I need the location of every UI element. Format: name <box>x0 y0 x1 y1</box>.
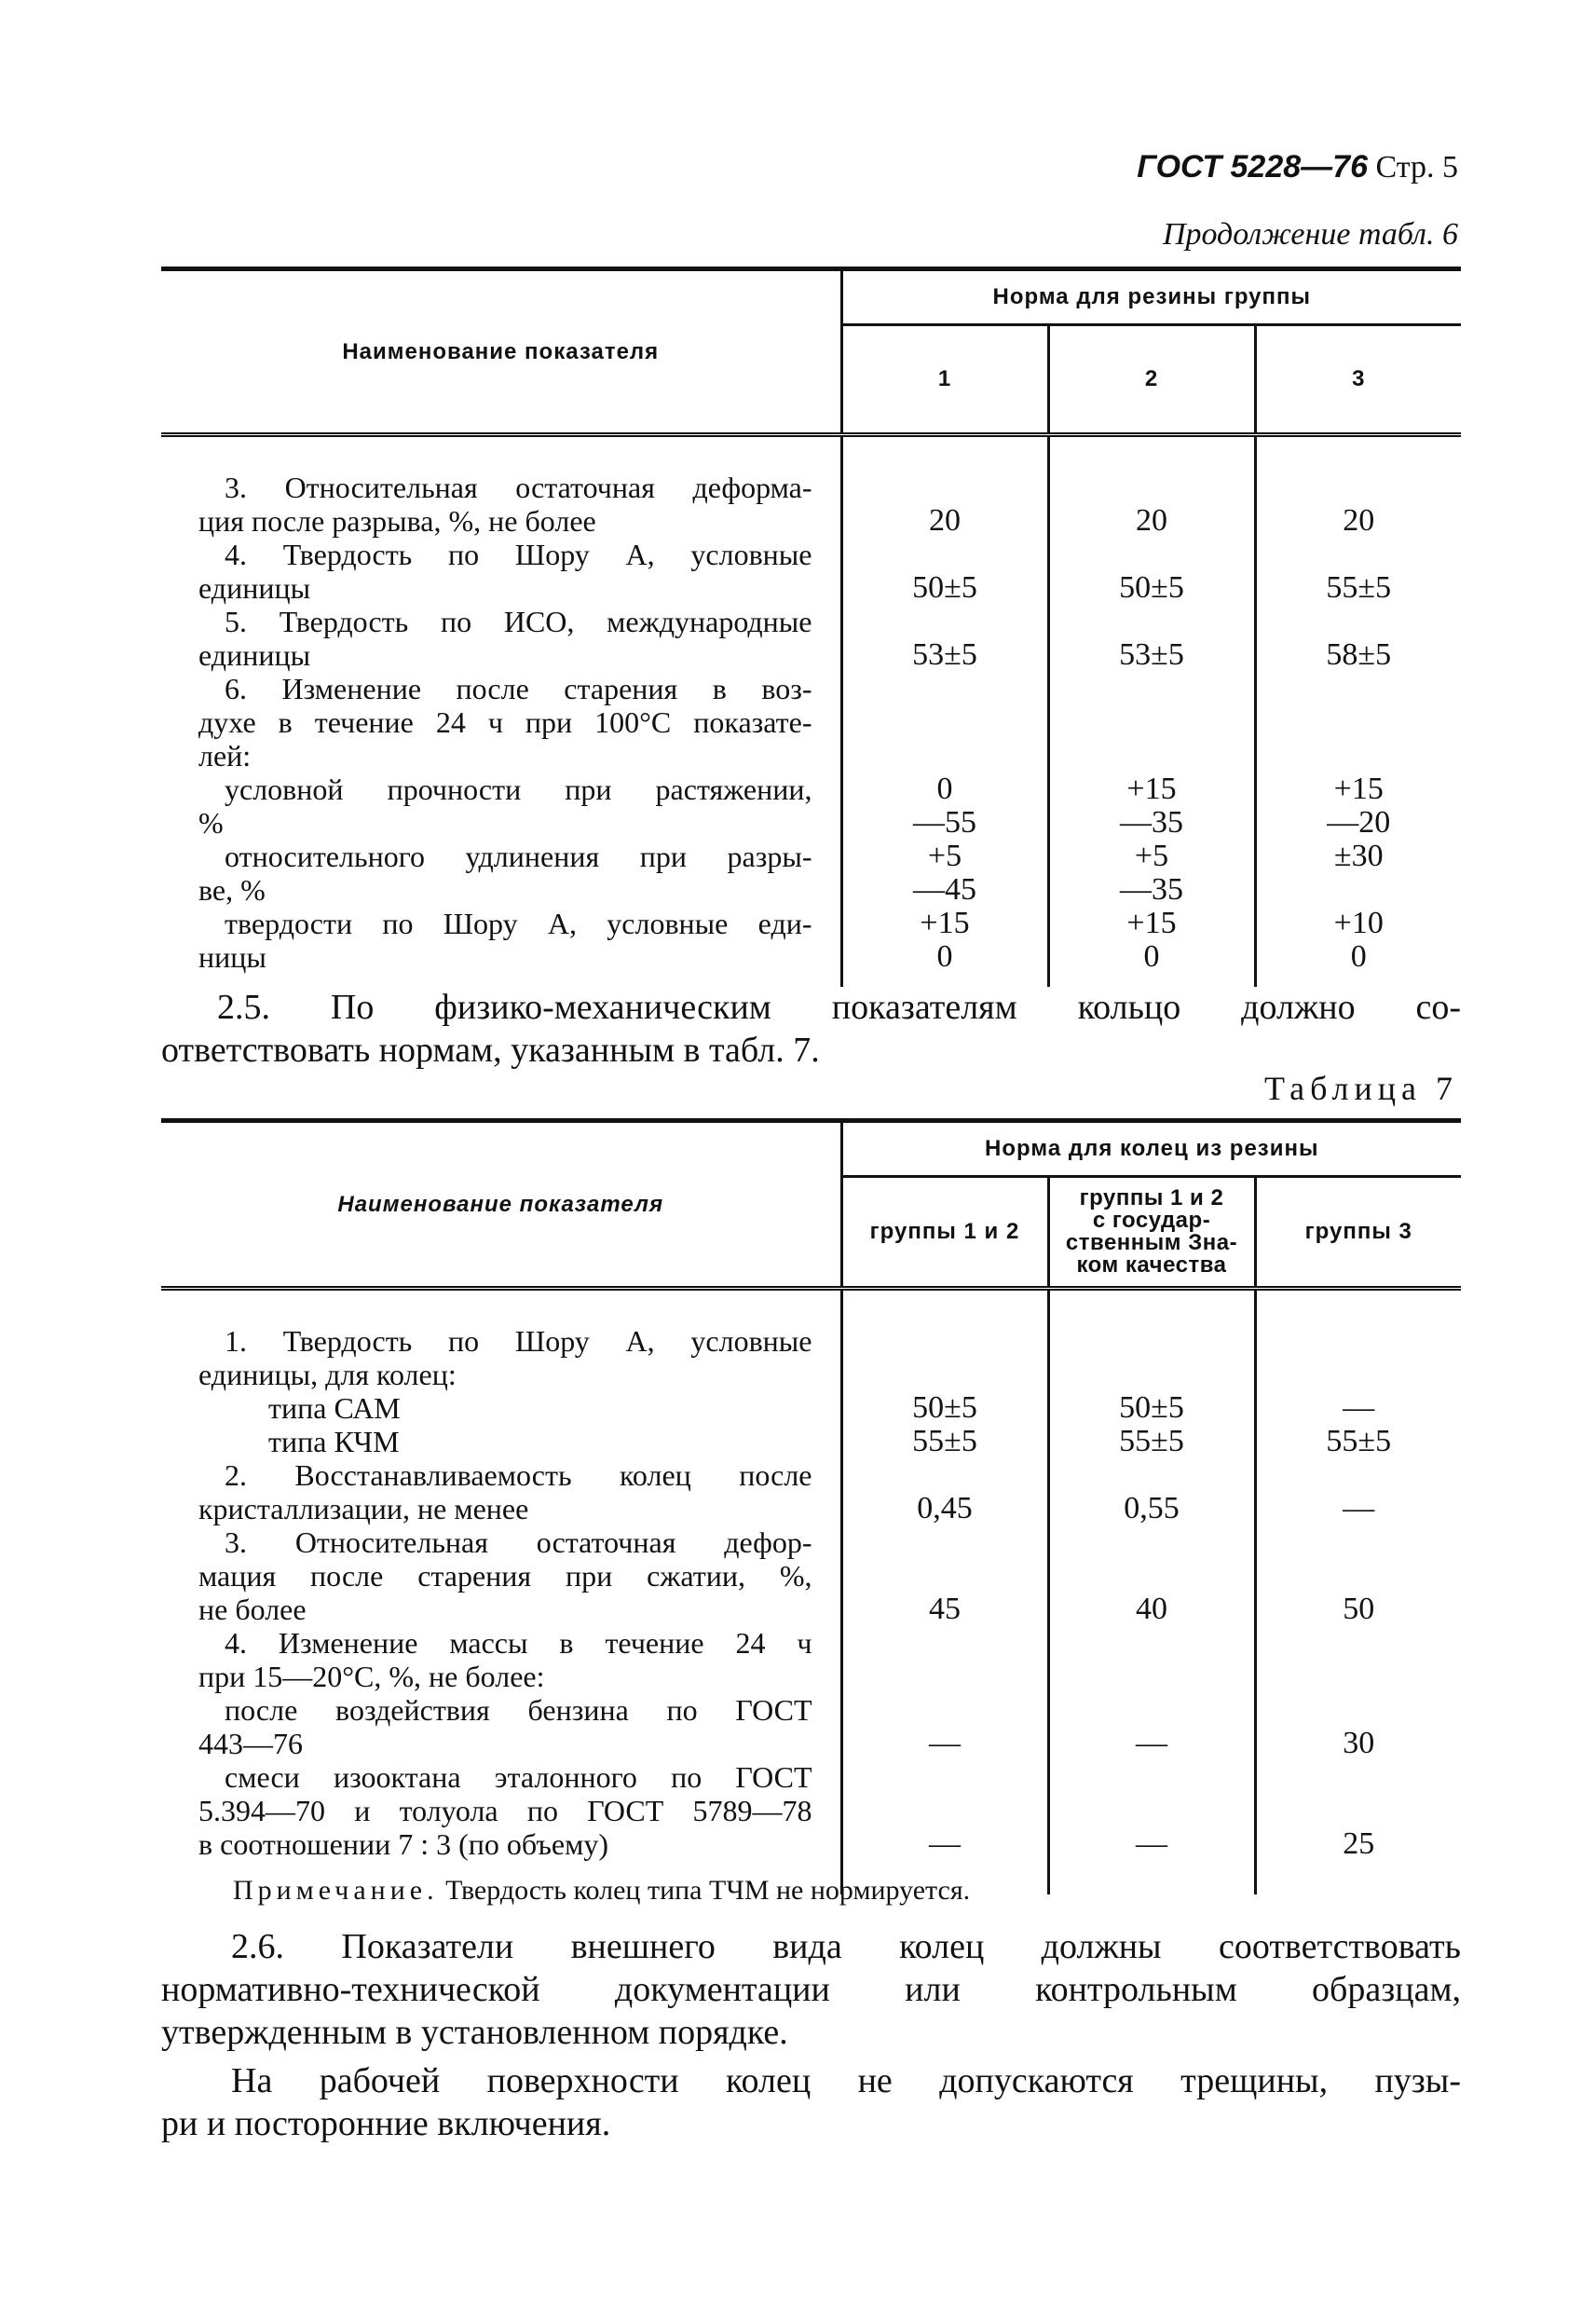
table7-header-group-cell <box>841 1121 1461 1177</box>
row-text: 3. Относительная остаточная дефор- <box>225 1525 812 1559</box>
paragraph-line: 2.5. По физико-механическим показателям кольцо должно со- <box>217 988 1461 1027</box>
value-cell: +15 <box>920 906 970 940</box>
value-cell: 20 <box>1343 503 1375 538</box>
value-cell: 25 <box>1343 1826 1375 1861</box>
value-cell: — <box>1136 1726 1167 1760</box>
table7-names-cell <box>161 1289 841 1895</box>
row-text: не более <box>198 1593 307 1626</box>
value-cell: 55±5 <box>912 1424 977 1458</box>
table6-col3-values <box>1255 435 1461 988</box>
value-cell <box>1050 538 1254 571</box>
table7-col-2-cell <box>1048 1177 1255 1289</box>
page-number: Стр. 5 <box>1375 150 1458 185</box>
table7-col-2 <box>1050 1187 1254 1277</box>
col-2-line: ственным Зна- <box>1065 1230 1238 1255</box>
row-text: мация после старения при сжатии, %, <box>198 1559 812 1593</box>
paragraph-line: утвержденным в установленном порядке. <box>161 2013 788 2052</box>
value-cell: 53±5 <box>912 637 977 672</box>
table-row <box>161 435 1461 988</box>
row-text: ницы <box>198 940 266 974</box>
value-cell: — <box>929 1726 961 1760</box>
value-cell: —35 <box>1120 872 1183 907</box>
table6-col-2-cell <box>1048 325 1255 435</box>
value-cell: 40 <box>1136 1592 1167 1626</box>
row-text: условной прочности при растяжении, <box>225 773 812 806</box>
table6-col-1: 1 <box>937 366 952 391</box>
row-text: % <box>198 806 224 840</box>
row-text: единицы <box>198 638 311 672</box>
value-cell: 0,55 <box>1124 1491 1180 1525</box>
row-text: 4. Твердость по Шору А, условные <box>225 538 812 571</box>
value-cell: —55 <box>913 805 976 840</box>
note-label: Примечание. <box>233 1875 439 1906</box>
table7-col-1-cell <box>841 1177 1048 1289</box>
value-cell: 0,45 <box>917 1491 973 1525</box>
row-text: 3. Относительная остаточная деформа- <box>225 471 812 504</box>
value-cell: —35 <box>1120 805 1183 840</box>
value-cell: —20 <box>1327 805 1391 840</box>
table7-col3-values <box>1255 1289 1461 1895</box>
paragraph-line: На рабочей поверхности колец не допускаются трещины, пузы- <box>231 2061 1461 2100</box>
table6-continuation: Продолжение табл. 6 <box>1162 217 1458 252</box>
value-cell: 55±5 <box>1326 1424 1392 1458</box>
col-2-line: группы 1 и 2 <box>1079 1185 1224 1210</box>
row-text: 5. Твердость по ИСО, международные <box>225 605 812 638</box>
value-cell: 45 <box>929 1592 961 1626</box>
table7-header-name-cell <box>161 1121 841 1289</box>
table6-header-group-cell <box>841 269 1461 325</box>
row-text: кристаллизации, не менее <box>198 1492 529 1525</box>
value-cell: — <box>929 1826 961 1861</box>
paragraph-line: нормативно-технической документации или контрольным образцам, <box>161 1970 1461 2009</box>
table6-col2-values <box>1048 435 1255 988</box>
row-text: типа КЧМ <box>268 1425 400 1458</box>
value-cell: 55±5 <box>1119 1424 1184 1458</box>
value-cell: —45 <box>913 872 976 907</box>
table6-col-1-cell <box>841 325 1048 435</box>
gost-number: ГОСТ 5228—76 <box>1137 149 1368 185</box>
value-cell: 53±5 <box>1119 637 1184 672</box>
value-cell <box>843 538 1047 571</box>
value-cell: ±30 <box>1333 839 1384 873</box>
table6-col-name: Наименование показателя <box>342 338 660 364</box>
row-text: относительного удлинения при разры- <box>225 840 812 873</box>
row-text: в соотношении 7 : 3 (по объему) <box>198 1827 609 1861</box>
value-cell <box>1257 538 1462 571</box>
value-cell: 0 <box>1350 939 1367 974</box>
value-cell: 20 <box>1136 503 1167 538</box>
table6-col1-values <box>841 435 1048 988</box>
row-text: 443—76 <box>198 1727 303 1760</box>
table-6 <box>161 267 1461 987</box>
table6-header-name-cell <box>161 269 841 435</box>
row-text: 1. Твердость по Шору А, условные <box>225 1324 812 1358</box>
value-cell: +5 <box>1134 839 1169 873</box>
value-cell: — <box>1136 1826 1167 1861</box>
row-text: лей: <box>198 739 252 773</box>
table7-col1-values <box>841 1289 1048 1895</box>
row-text: 6. Изменение после старения в воз- <box>225 672 812 705</box>
value-cell: 30 <box>1343 1726 1375 1760</box>
note-text: Твердость колец типа ТЧМ не нормируется. <box>445 1875 971 1906</box>
table6-col-2: 2 <box>1144 366 1159 391</box>
table7-note <box>233 1875 970 1907</box>
value-cell: 0 <box>1143 939 1160 974</box>
table7-col-1: группы 1 и 2 <box>869 1219 1020 1244</box>
row-text: при 15—20°С, %, не более: <box>198 1660 545 1693</box>
paragraph-line: 2.6. Показатели внешнего вида колец должны соответствовать <box>231 1927 1461 1966</box>
table7-col2-values <box>1048 1289 1255 1895</box>
value-cell: 0 <box>936 939 953 974</box>
paragraph-last <box>161 2059 1461 2145</box>
value-cell: 55±5 <box>1326 570 1392 605</box>
value-cell: — <box>1343 1390 1375 1425</box>
value-cell: +15 <box>1126 772 1177 806</box>
value-cell: +15 <box>1333 772 1384 806</box>
value-cell <box>843 471 1047 504</box>
row-text: духе в течение 24 ч при 100°С показате- <box>198 705 812 739</box>
row-text: типа САМ <box>268 1391 401 1425</box>
col-2-line: ком качества <box>1076 1252 1227 1278</box>
table6-col-3-cell <box>1255 325 1461 435</box>
paragraph-2-5 <box>161 986 1461 1072</box>
row-text: 5.394—70 и толуола по ГОСТ 5789—78 <box>198 1794 812 1827</box>
row-text: смеси изооктана эталонного по ГОСТ <box>225 1760 812 1794</box>
table-row <box>161 1289 1461 1895</box>
table6-col-group: Норма для резины группы <box>992 284 1311 309</box>
value-cell <box>1050 471 1254 504</box>
row-text: ция после разрыва, %, не более <box>198 504 596 538</box>
value-cell: 50 <box>1343 1592 1375 1626</box>
value-cell <box>843 605 1047 638</box>
table7-col-name: Наименование показателя <box>337 1191 664 1217</box>
table-7 <box>161 1118 1461 1894</box>
table7-col-group: Норма для колец из резины <box>985 1136 1319 1161</box>
value-cell <box>1257 471 1462 504</box>
page-header <box>1137 149 1458 185</box>
table7-caption: Таблица 7 <box>1264 1070 1458 1107</box>
value-cell <box>1257 605 1462 638</box>
value-cell <box>1257 873 1462 907</box>
table6-col-3: 3 <box>1352 366 1366 391</box>
value-cell: +5 <box>927 839 962 873</box>
row-text: единицы, для колец: <box>198 1358 457 1391</box>
value-cell: 20 <box>929 503 961 538</box>
row-text: 2. Восстанавливаемость колец после <box>225 1458 812 1492</box>
row-text: после воздействия бензина по ГОСТ <box>225 1693 812 1727</box>
table7-col-3-cell <box>1255 1177 1461 1289</box>
value-cell <box>1050 605 1254 638</box>
value-cell: 50±5 <box>1119 570 1184 605</box>
row-text: ве, % <box>198 873 266 907</box>
col-2-line: с государ- <box>1092 1208 1211 1233</box>
table7-col-3: группы 3 <box>1304 1219 1412 1244</box>
value-cell: 0 <box>936 772 953 806</box>
paragraph-line: ответствовать нормам, указанным в табл. 7. <box>161 1031 820 1070</box>
paragraph-line: ри и посторонние включения. <box>161 2104 611 2143</box>
value-cell: 58±5 <box>1326 637 1392 672</box>
row-text: твердости по Шору А, условные еди- <box>225 907 812 940</box>
value-cell: +15 <box>1126 906 1177 940</box>
value-cell: — <box>1343 1491 1375 1525</box>
value-cell: +10 <box>1333 906 1384 940</box>
row-text: 4. Изменение массы в течение 24 ч <box>225 1626 812 1660</box>
value-cell: 50±5 <box>1119 1390 1184 1425</box>
value-cell: 50±5 <box>912 1390 977 1425</box>
value-cell: 50±5 <box>912 570 977 605</box>
paragraph-2-6 <box>161 1925 1461 2054</box>
table6-names-cell <box>161 435 841 988</box>
row-text: единицы <box>198 571 311 605</box>
